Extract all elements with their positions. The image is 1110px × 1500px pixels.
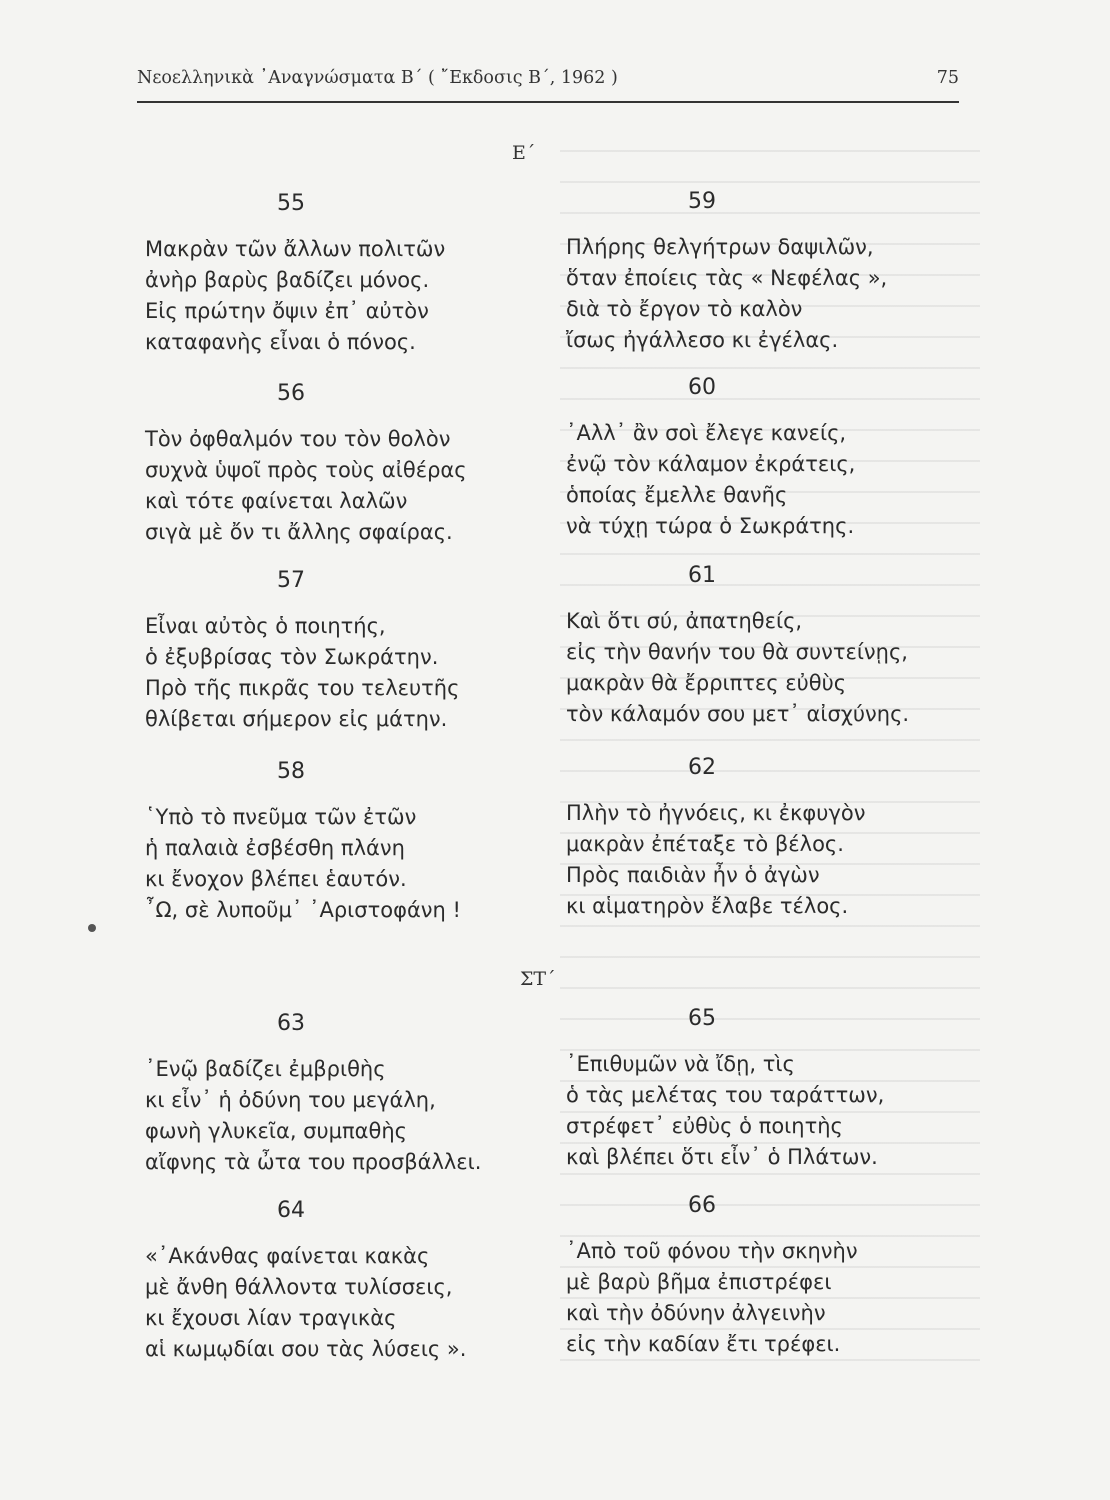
header-rule	[137, 101, 959, 103]
stanza-number: 57	[277, 568, 305, 593]
verse-line: Καὶ ὅτι σύ, ἀπατηθείς,	[566, 609, 803, 633]
verse-line: μακρὰν θὰ ἔρριπτες εὐθὺς	[566, 671, 847, 695]
verse-line: καὶ βλέπει ὅτι εἶν᾿ ὁ Πλάτων.	[566, 1145, 878, 1169]
page-number: 75	[936, 68, 959, 88]
poem-stanza-60	[566, 374, 986, 542]
verse-line: «᾿Ακάνθας φαίνεται κακὰς	[145, 1244, 430, 1268]
stanza-number: 66	[688, 1193, 716, 1218]
verse-line: μὲ βαρὺ βῆμα ἐπιστρέφει	[566, 1270, 832, 1294]
stanza-number: 60	[688, 375, 716, 400]
poem-stanza-63	[145, 1010, 565, 1178]
verse-line: θλίβεται σήμερον εἰς μάτην.	[145, 707, 448, 731]
poem-stanza-58	[145, 758, 565, 926]
verse-line: Πλὴν τὸ ἠγνόεις, κι ἐκφυγὸν	[566, 801, 866, 825]
verse-line: σιγὰ μὲ ὄν τι ἄλλης σφαίρας.	[145, 520, 453, 544]
verse-line: ἐνῷ τὸν κάλαμον ἐκράτεις,	[566, 452, 856, 476]
stanza-number: 65	[688, 1006, 716, 1031]
verse-line: Εἶναι αὐτὸς ὁ ποιητής,	[145, 614, 386, 638]
verse-line: καταφανὴς εἶναι ὁ πόνος.	[145, 330, 416, 354]
verse-line: φωνὴ γλυκεῖα, συμπαθὴς	[145, 1119, 407, 1143]
verse-line: τὸν κάλαμόν σου μετ᾿ αἰσχύνης.	[566, 702, 910, 726]
stanza-number: 62	[688, 755, 716, 780]
verse-line: διὰ τὸ ἔργον τὸ καλὸν	[566, 297, 803, 321]
verse-line: ὁποίας ἔμελλε θανῆς	[566, 483, 788, 507]
section-mark-e: Ε΄	[512, 142, 536, 164]
verse-line: ᾿Απὸ τοῦ φόνου τὴν σκηνὴν	[566, 1239, 858, 1263]
verse-line: μακρὰν ἐπέταξε τὸ βέλος.	[566, 832, 844, 856]
stanza-number: 64	[277, 1198, 305, 1223]
verse-line: ἴσως ἠγάλλεσο κι ἐγέλας.	[566, 328, 839, 352]
verse-line: ᾿Επιθυμῶν νὰ ἴδῃ, τὶς	[566, 1052, 795, 1076]
ink-speck	[88, 924, 96, 932]
verse-line: ᾿Αλλ᾿ ἂν σοὶ ἔλεγε κανείς,	[566, 421, 847, 445]
verse-line: Πρὸ τῆς πικρᾶς του τελευτῆς	[145, 676, 460, 700]
verse-line: ἀνὴρ βαρὺς βαδίζει μόνος.	[145, 268, 430, 292]
verse-line: Εἰς πρώτην ὄψιν ἐπ᾿ αὐτὸν	[145, 299, 429, 323]
verse-line: αἱ κωμῳδίαι σου τὰς λύσεις ».	[145, 1337, 467, 1361]
poem-stanza-57	[145, 567, 565, 735]
stanza-number: 59	[688, 189, 716, 214]
verse-line: συχνὰ ὑψοῖ πρὸς τοὺς αἰθέρας	[145, 458, 467, 482]
verse-line: εἰς τὴν θανήν του θὰ συντείνῃς,	[566, 640, 908, 664]
verse-line: ἡ παλαιὰ ἐσβέσθη πλάνη	[145, 836, 405, 860]
verse-line: ὁ τὰς μελέτας του ταράττων,	[566, 1083, 885, 1107]
verse-line: αἴφνης τὰ ὦτα του προσβάλλει.	[145, 1150, 482, 1174]
verse-line: κι αἱματηρὸν ἔλαβε τέλος.	[566, 894, 849, 918]
verse-line: ὅταν ἐποίεις τὰς « Νεφέλας »,	[566, 266, 888, 290]
verse-line: Πλήρης θελγήτρων δαψιλῶν,	[566, 235, 874, 259]
stanza-number: 55	[277, 191, 305, 216]
verse-line: ῾Υπὸ τὸ πνεῦμα τῶν ἐτῶν	[145, 805, 417, 829]
verse-line: μὲ ἄνθη θάλλοντα τυλίσσεις,	[145, 1275, 453, 1299]
stanza-number: 61	[688, 563, 716, 588]
poem-stanza-64	[145, 1197, 565, 1365]
verse-line: ῏Ω, σὲ λυποῦμ᾿ ᾿Αριστοφάνη !	[145, 898, 461, 922]
section-mark-st: ΣΤ΄	[520, 968, 556, 990]
poem-stanza-65	[566, 1005, 986, 1173]
verse-line: Πρὸς παιδιὰν ἦν ὁ ἀγὼν	[566, 863, 820, 887]
verse-line: Τὸν ὀφθαλμόν του τὸν θολὸν	[145, 427, 451, 451]
poem-stanza-61	[566, 562, 986, 730]
verse-line: ᾿Ενῷ βαδίζει ἐμβριθὴς	[145, 1057, 386, 1081]
verse-line: κι ἔχουσι λίαν τραγικὰς	[145, 1306, 397, 1330]
verse-line: Μακρὰν τῶν ἄλλων πολιτῶν	[145, 237, 446, 261]
running-header	[137, 68, 959, 98]
poem-stanza-59	[566, 188, 986, 356]
verse-line: στρέφετ᾿ εὐθὺς ὁ ποιητὴς	[566, 1114, 843, 1138]
poem-stanza-66	[566, 1192, 986, 1360]
stanza-number: 58	[277, 759, 305, 784]
verse-line: νὰ τύχῃ τώρα ὁ Σωκράτης.	[566, 514, 855, 538]
stanza-number: 63	[277, 1011, 305, 1036]
verse-line: κι ἔνοχον βλέπει ἑαυτόν.	[145, 867, 407, 891]
verse-line: ὁ ἐξυβρίσας τὸν Σωκράτην.	[145, 645, 439, 669]
poem-stanza-62	[566, 754, 986, 922]
poem-stanza-56	[145, 380, 565, 548]
stanza-number: 56	[277, 381, 305, 406]
verse-line: καὶ τὴν ὀδύνην ἀλγεινὴν	[566, 1301, 826, 1325]
verse-line: εἰς τὴν καδίαν ἔτι τρέφει.	[566, 1332, 841, 1356]
poem-stanza-55	[145, 190, 565, 358]
header-title: Νεοελληνικὰ ᾿Αναγνώσματα Β΄ ( ῎Εκδοσις Β΄, 1962 )	[137, 68, 618, 88]
verse-line: καὶ τότε φαίνεται λαλῶν	[145, 489, 408, 513]
verse-line: κι εἶν᾿ ἡ ὀδύνη του μεγάλη,	[145, 1088, 436, 1112]
